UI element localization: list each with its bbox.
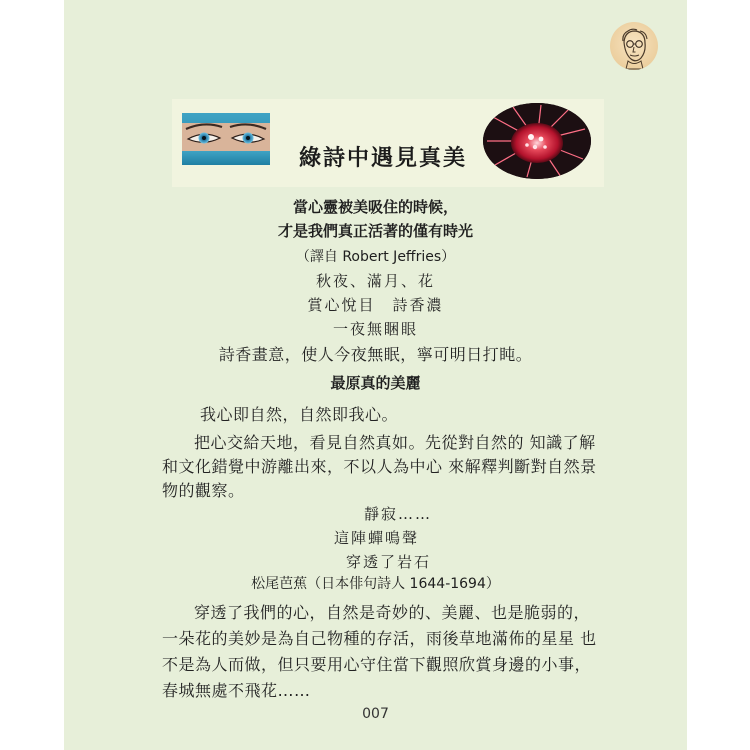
closing-line-2: 一朵花的美妙是為自己物種的存活，雨後草地滿佈的星星 也 bbox=[162, 629, 597, 648]
poem2-attribution: 松尾芭蕉（日本俳句詩人 1644-1694） bbox=[251, 576, 500, 592]
section-heading: 最原真的美麗 bbox=[330, 374, 421, 392]
author-portrait-icon bbox=[610, 22, 658, 70]
section-paragraph-1: 我心即自然，自然即我心。 bbox=[200, 405, 399, 424]
poem1-comment: 詩香畫意，使人今夜無眠，寧可明日打盹。 bbox=[218, 345, 533, 364]
title-banner bbox=[172, 99, 604, 187]
closing-line-4: 春城無處不飛花…… bbox=[162, 681, 311, 700]
poem2-line-1: 靜寂…… bbox=[364, 505, 433, 523]
quote-attribution: （譯自 Robert Jeffries） bbox=[295, 249, 456, 265]
section-paragraph-2-line-2: 和文化錯覺中游離出來，不以人為中心 來解釋判斷對自然景 bbox=[162, 457, 597, 476]
poem1-line-2: 賞心悅目 詩香濃 bbox=[307, 296, 444, 314]
section-paragraph-2-line-3: 物的觀察。 bbox=[162, 481, 245, 500]
poem2-line-3: 穿透了岩石 bbox=[346, 553, 432, 571]
section-paragraph-2-line-1: 把心交給天地，看見自然真如。先從對自然的 知識了解 bbox=[194, 433, 596, 452]
red-flower-photo bbox=[483, 103, 591, 179]
page-title: 綠詩中遇見真美 bbox=[299, 146, 468, 171]
poem2-line-2: 這陣蟬鳴聲 bbox=[334, 529, 420, 547]
poem1-line-1: 秋夜、滿月、花 bbox=[315, 272, 435, 290]
poem1-line-3: 一夜無睏眼 bbox=[332, 320, 418, 338]
quote-line-1: 當心靈被美吸住的時候， bbox=[292, 198, 458, 216]
page-number: 007 bbox=[362, 706, 389, 722]
closing-line-3: 不是為人而做，但只要用心守住當下觀照欣賞身邊的小事， bbox=[162, 655, 592, 674]
book-page bbox=[64, 0, 687, 750]
quote-line-2: 才是我們真正活著的僅有時光 bbox=[277, 222, 473, 240]
eyes-photo bbox=[182, 113, 270, 165]
closing-line-1: 穿透了我們的心，自然是奇妙的、美麗、也是脆弱的， bbox=[194, 603, 591, 622]
